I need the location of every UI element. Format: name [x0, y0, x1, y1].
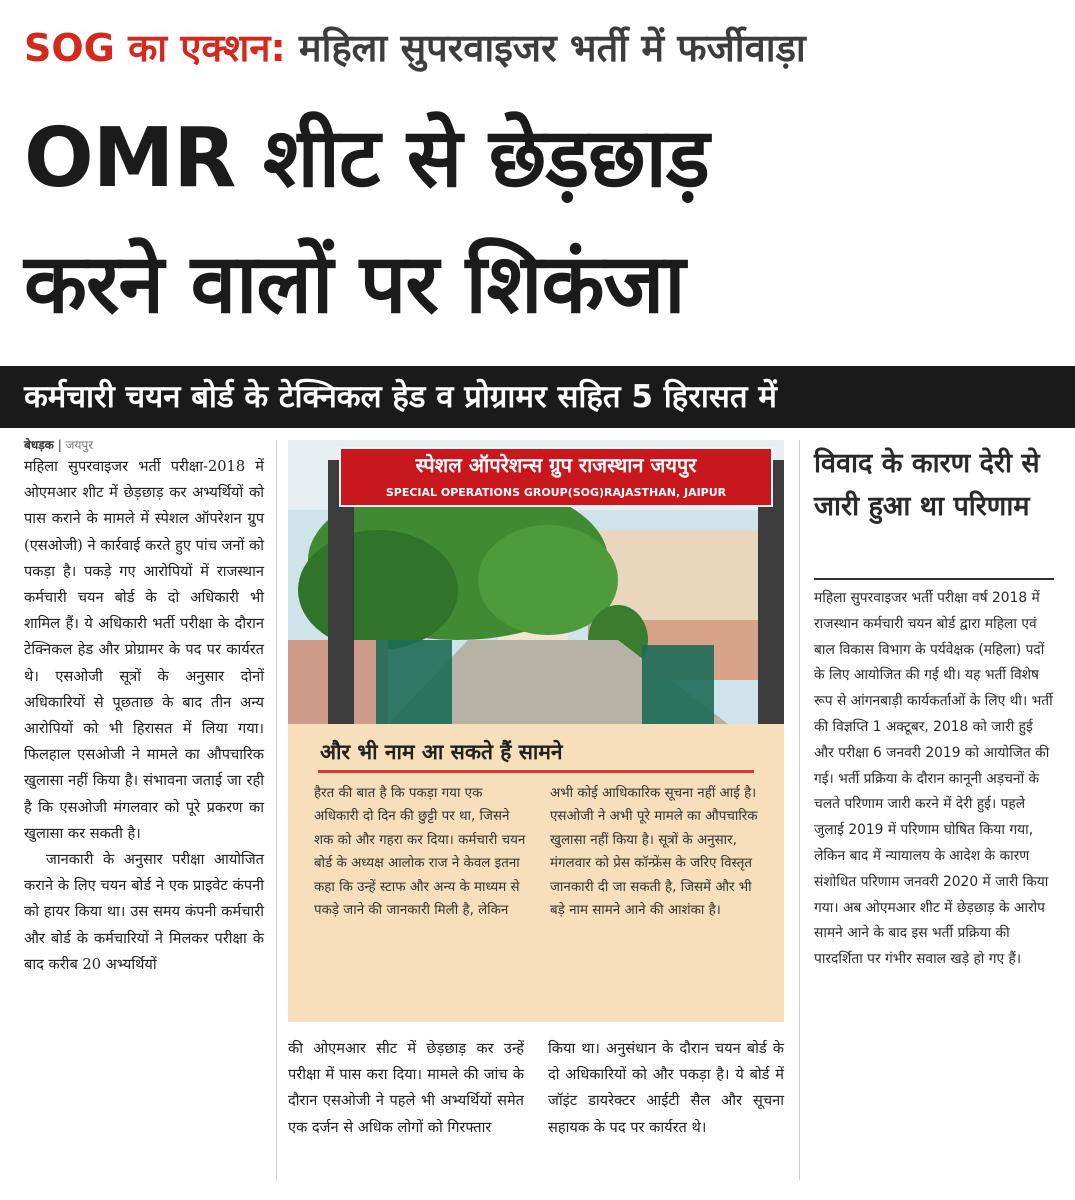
- main-column-2: की ओएमआर सीट में छेड़छाड़ कर उन्हें परीक्षा में पास करा दिया। मामले की जांच के दौरान एसओजी ने पहले भी अभ्यर्थियों समेत एक दर्जन से अधिक लोगों को गिरफ्तार: [288, 1040, 524, 1136]
- story-paragraph-2: जानकारी के अनुसार परीक्षा आयोजित कराने के लिए चयन बोर्ड ने एक प्राइवेट कंपनी को हायर किया था। उस समय कंपनी कर्मचारी और बोर्ड के कर्मचारियों ने मिलकर परीक्षा के बाद करीब 20 अभ्यर्थियों: [24, 851, 264, 973]
- highlight-box: [288, 724, 784, 1022]
- byline-city: जयपुर: [65, 438, 94, 452]
- headline: [24, 96, 1054, 348]
- box-title: और भी नाम आ सकते हैं सामने: [320, 740, 563, 764]
- kicker: [24, 18, 1054, 78]
- sidebar-body: महिला सुपरवाइजर भर्ती परीक्षा वर्ष 2018 में राजस्थान कर्मचारी चयन बोर्ड द्वारा महिला एवं बाल विकास विभाग के पर्यवेक्षक (महिला) पदों के लिए आयोजित की गई थी। यह भर्ती विशेष रूप से आंगनबाड़ी कार्यकर्ताओं के लिए थी। भर्ती की विज्ञप्ति 1 अक्टूबर, 2018 को जारी हुई और परीक्षा 6 जनवरी 2019 को आयोजित की गई। भर्ती प्रक्रिया के दौरान कानूनी अड़चनों के चलते परिणाम जारी करने में देरी हुई। पहले जुलाई 2019 में परिणाम घोषित किया गया, लेकिन बाद में न्यायालय के आदेश के कारण संशोधित परिणाम जनवरी 2020 में जारी किया गया। अब ओएमआर शीट में छेड़छाड़ के आरोप सामने आने के बाद इस भर्ती प्रक्रिया की पारदर्शिता पर गंभीर सवाल खड़े हो गए हैं।: [814, 590, 1053, 968]
- sign-english-text: SPECIAL OPERATIONS GROUP(SOG)RAJASTHAN, JAIPUR: [385, 486, 727, 499]
- sign-hindi-text: स्पेशल ऑपरेशन्स ग्रुप राजस्थान जयपुर: [415, 453, 697, 477]
- byline-source: बेधड़क: [24, 438, 54, 452]
- headline-line-1: OMR शीट से छेड़छाड़: [24, 111, 709, 206]
- main-column-1: [24, 436, 264, 978]
- sidebar-title-rule: [814, 578, 1054, 580]
- box-title-rule: [318, 770, 754, 773]
- box-column-2: अभी कोई आधिकारिक सूचना नहीं आई है। एसओजी ने अभी पूरे मामले का औपचारिक खुलासा नहीं किया है। सूत्रों के अनुसार, मंगलवार को प्रेस कॉन्फ्रेंस के जरिए विस्तृत जानकारी दी जा सकती है, जिसमें और भी बड़े नाम सामने आने की आशंका है।: [550, 786, 758, 919]
- headline-line-2: करने वालों पर शिकंजा: [24, 237, 685, 332]
- kicker-red: SOG का एक्शन:: [24, 26, 286, 70]
- column-divider: [276, 440, 277, 1180]
- sog-office-photo: [288, 440, 784, 724]
- story-paragraph-1: महिला सुपरवाइजर भर्ती परीक्षा-2018 में ओएमआर शीट में छेड़छाड़ कर अभ्यर्थियों को पास कराने के मामले में स्पेशल ऑपरेशन ग्रुप (एसओजी) ने कार्रवाई करते हुए पांच जनों को पकड़ा है। पकड़े गए आरोपियों में राजस्थान कर्मचारी चयन बोर्ड के दो अधिकारी भी शामिल हैं। ये अधिकारी भर्ती परीक्षा के दौरान टेक्निकल हेड और प्रोग्रामर के पद पर कार्यरत थे। एसओजी सूत्रों के अनुसार दोनों अधिकारियों से पूछताछ के बाद तीन अन्य आरोपियों को भी हिरासत में लिया गया। फिलहाल एसओजी ने मामले का औपचारिक खुलासा नहीं किया है। संभावना जताई जा रही है कि एसओजी मंगलवार को पूरे प्रकरण का खुलासा कर सकती है।: [24, 458, 264, 842]
- kicker-grey: महिला सुपरवाइजर भर्ती में फर्जीवाड़ा: [298, 26, 806, 70]
- byline: बेधड़क | जयपुर: [24, 438, 94, 452]
- subheadline-bar: कर्मचारी चयन बोर्ड के टेक्निकल हेड व प्रोग्रामर सहित 5 हिरासत में: [0, 366, 1075, 428]
- box-column-1: हैरत की बात है कि पकड़ा गया एक अधिकारी दो दिन की छुट्टी पर था, जिसने शक को और गहरा कर दिया। कर्मचारी चयन बोर्ड के अध्यक्ष आलोक राज ने केवल इतना कहा कि उन्हें स्टाफ और अन्य के माध्यम से पकड़े जाने की जानकारी मिली है, लेकिन: [314, 786, 526, 919]
- main-column-3: किया था। अनुसंधान के दौरान चयन बोर्ड के दो अधिकारियों को और पकड़ा है। ये बोर्ड में जॉइंट डायरेक्टर आईटी सैल और सूचना सहायक के पद पर कार्यरत थे।: [548, 1040, 784, 1136]
- sidebar-title: विवाद के कारण देरी से जारी हुआ था परिणाम: [814, 448, 1040, 522]
- column-divider: [799, 440, 800, 1180]
- photo-illustration: [288, 440, 784, 724]
